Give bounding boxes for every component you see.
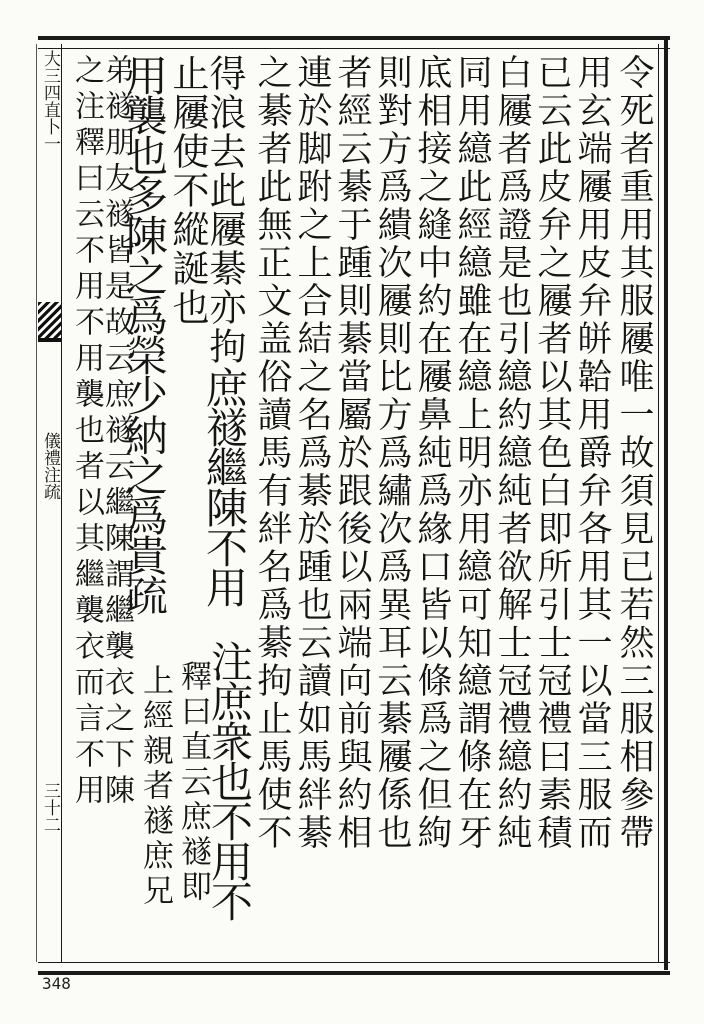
right-inner-border [658, 44, 659, 962]
text-column-6: 底相接之縫中約在屨鼻純爲緣口皆以條爲之但絇 [412, 54, 452, 852]
column-12-commentary: 止屨使不縱誕也 [166, 54, 209, 327]
text-column-9: 連於脚跗之上合結之名爲綦於踵也云讀如馬絆綦 [292, 54, 332, 852]
column-14-text: 上經親者禭庶兄 [137, 664, 173, 909]
text-column-4: 白屨者爲證是也引繶約繶純者欲解士冠禮繶約純 [492, 54, 532, 852]
outer-fold-line [36, 44, 37, 962]
text-column-10: 之綦者此無正文盖俗讀馬有絆名爲綦拘止馬使不 [252, 54, 292, 852]
main-text-note: 庶衆也不用不 [205, 680, 254, 920]
commentary-1-text: 釋曰直云庶禭即 [175, 660, 211, 905]
text-column-7: 則對方爲繢次屨則比方爲繡次爲異耳云綦屨係也 [372, 54, 412, 852]
book-title: 儀禮注疏 [40, 432, 60, 500]
margin-top-text: 大三四直卜一 [40, 50, 60, 152]
text-column-5: 同用繶此經繶雖在繶上明亦用繶可知繶謂條在牙 [452, 54, 492, 852]
text-column-2: 用玄端屨用皮弁皏韐用爵弁各用其一以當三服而 [572, 54, 612, 852]
text-column-11 [200, 54, 254, 606]
page-number: 三十二 [40, 782, 60, 833]
fold-line [61, 44, 62, 962]
text-column-8: 者經云綦于踵則綦當屬於跟後以兩端向前與約相 [332, 54, 372, 852]
text-column-16: 之注釋曰云不用不用襲也者以其繼襲衣而言不用 [69, 54, 104, 810]
column-11-commentary: 得浪去此屨綦亦拘 [203, 54, 246, 366]
text-column-3: 已云此皮弁之屨者以其色白即所引士冠禮曰素積 [532, 54, 572, 852]
bottom-border [38, 962, 670, 975]
footer-number: 348 [42, 974, 71, 993]
main-text-label: 注 [205, 640, 254, 680]
main-text-phrase: 庶禭繼陳不用 [200, 366, 249, 606]
fish-tail-bar [38, 338, 61, 342]
column-13-text: 用襲也多陳之爲榮少納之爲貴 [120, 54, 169, 574]
text-column-14 [134, 664, 178, 909]
text-column-1: 令死者重用其服屨唯一故須見已若然三服相參帶 [614, 54, 654, 852]
main-text-label-column [205, 640, 259, 920]
commentary-label: 疏 [120, 574, 169, 614]
text-column-15: 弟禭朋友禭皆是故云庶禭云繼陳謂繼襲衣之下陳 [99, 54, 134, 810]
fish-tail-ornament [38, 302, 61, 338]
text-column-12 [166, 54, 214, 327]
commentary-1-column [172, 660, 216, 905]
right-border [664, 36, 668, 970]
top-border [38, 36, 670, 49]
